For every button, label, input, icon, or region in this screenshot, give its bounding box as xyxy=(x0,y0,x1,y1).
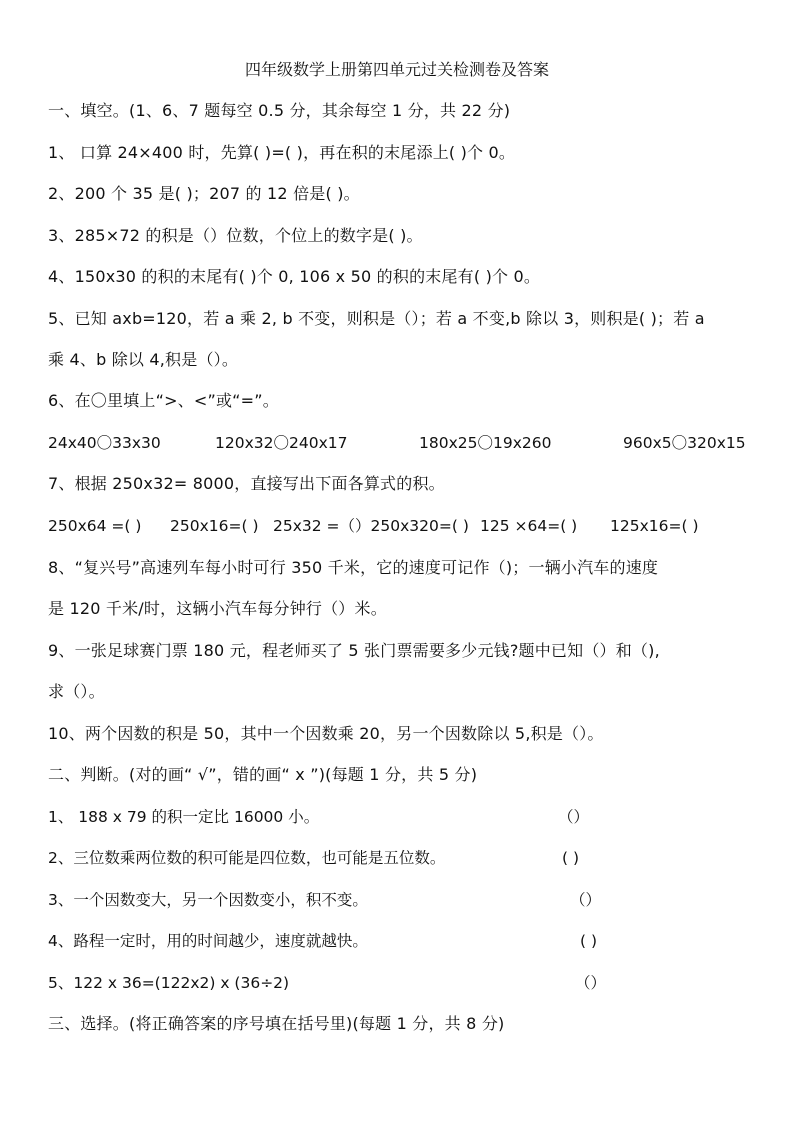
question-5-line2: 乘 4、b 除以 4,积是（）。 xyxy=(48,350,239,369)
answer-bracket: ( ) xyxy=(562,849,580,867)
question-8-line1: 8、“复兴号”高速列车每小时可行 350 千米，它的速度可记作（)；一辆小汽车的速度 xyxy=(48,558,659,577)
comparison-item: 180x25〇19x260 xyxy=(419,434,552,452)
judgement-item xyxy=(48,890,768,910)
judgement-item xyxy=(48,931,768,951)
judgement-text: 2、三位数乘两位数的积可能是四位数，也可能是五位数。 xyxy=(48,849,446,867)
answer-bracket: ( ) xyxy=(580,932,598,950)
judgement-item xyxy=(48,807,768,827)
judgement-text: 1、 188 x 79 的积一定比 16000 小。 xyxy=(48,808,320,826)
question-3: 3、285×72 的积是（）位数，个位上的数字是( )。 xyxy=(48,226,423,245)
question-7-items xyxy=(48,516,768,536)
judgement-item xyxy=(48,848,768,868)
answer-bracket: （） xyxy=(575,974,607,992)
question-6-items xyxy=(48,433,768,453)
judgement-text: 5、122 x 36=(122x2) x (36÷2) xyxy=(48,974,290,992)
question-5-line1: 5、已知 axb=120，若 a 乘 2, b 不变，则积是（）；若 a 不变,b 除以 3，则积是( )；若 a xyxy=(48,309,705,328)
question-7: 7、根据 250x32= 8000，直接写出下面各算式的积。 xyxy=(48,474,445,493)
question-1: 1、 口算 24×400 时，先算( )=( )，再在积的末尾添上( )个 0。 xyxy=(48,143,516,162)
product-item: 250x16=( ) xyxy=(170,517,259,535)
judgement-item xyxy=(48,973,768,993)
answer-bracket: （） xyxy=(570,891,602,909)
question-2: 2、200 个 35 是( )；207 的 12 倍是( )。 xyxy=(48,184,360,203)
comparison-item: 24x40〇33x30 xyxy=(48,434,161,452)
question-10: 10、两个因数的积是 50，其中一个因数乘 20，另一个因数除以 5,积是（）。 xyxy=(48,724,604,743)
question-8-line2: 是 120 千米/时，这辆小汽车每分钟行（）米。 xyxy=(48,599,387,618)
question-9-line2: 求（）。 xyxy=(48,682,105,701)
section2-heading: 二、判断。(对的画“ √”，错的画“ x ”)(每题 1 分，共 5 分) xyxy=(48,765,478,784)
judgement-text: 3、一个因数变大，另一个因数变小，积不变。 xyxy=(48,891,368,909)
comparison-item: 960x5〇320x15 xyxy=(623,434,746,452)
product-item: 250x64 =( ) xyxy=(48,517,142,535)
answer-bracket: （） xyxy=(558,808,590,826)
comparison-item: 120x32〇240x17 xyxy=(215,434,348,452)
section3-heading: 三、选择。(将正确答案的序号填在括号里)(每题 1 分，共 8 分) xyxy=(48,1014,505,1033)
question-9-line1: 9、一张足球赛门票 180 元，程老师买了 5 张门票需要多少元钱?题中已知（）和（), xyxy=(48,641,660,660)
product-item: 25x32 =（）250x320=( ) xyxy=(273,517,469,535)
section1-heading: 一、填空。(1、6、7 题每空 0.5 分，其余每空 1 分，共 22 分) xyxy=(48,101,511,120)
product-item: 125 ×64=( ) xyxy=(480,517,578,535)
document-title: 四年级数学上册第四单元过关检测卷及答案 xyxy=(244,60,549,79)
question-4: 4、150x30 的积的末尾有( )个 0, 106 x 50 的积的末尾有( )个 0。 xyxy=(48,267,541,286)
product-item: 125x16=( ) xyxy=(610,517,699,535)
question-6: 6、在〇里填上“>、<”或“=”。 xyxy=(48,391,279,410)
judgement-text: 4、路程一定时，用的时间越少，速度就越快。 xyxy=(48,932,368,950)
